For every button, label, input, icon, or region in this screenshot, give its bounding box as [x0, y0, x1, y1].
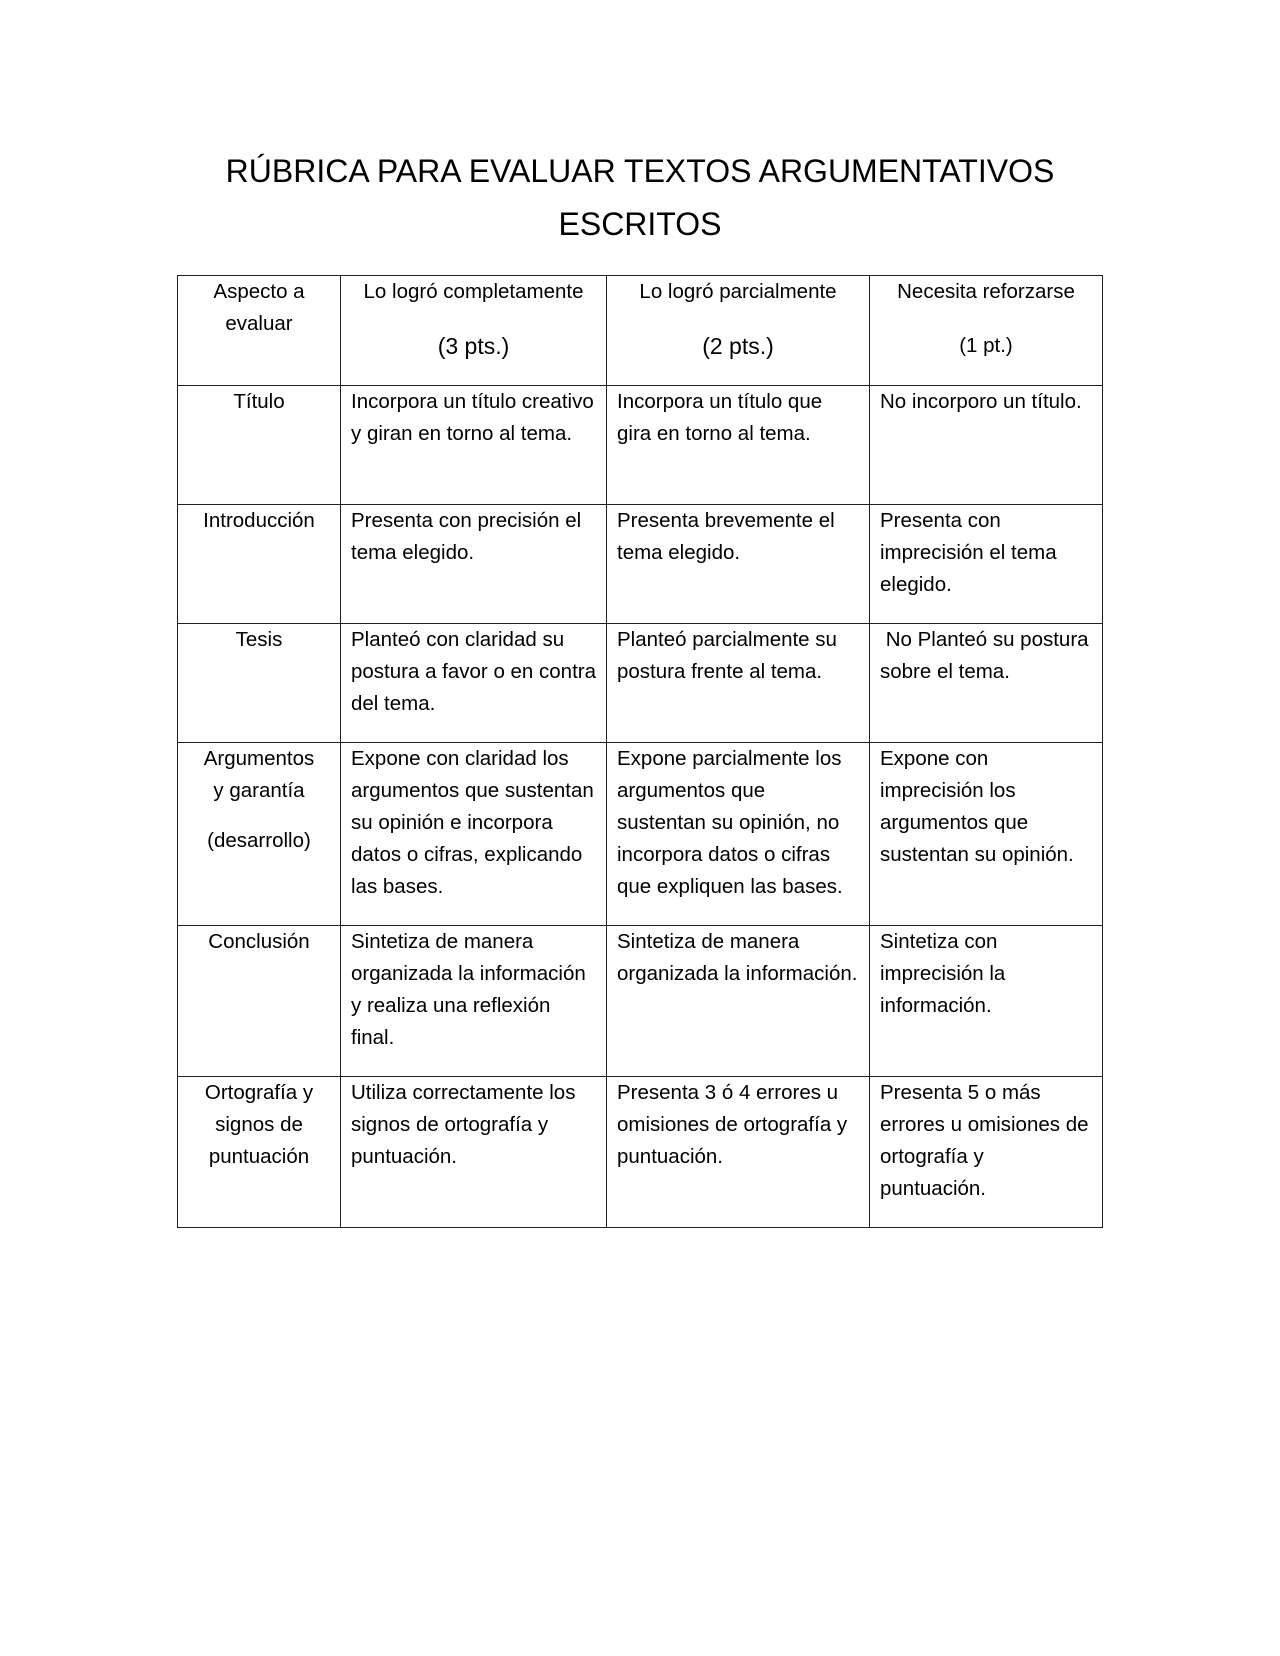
aspect-ortografia-line-3: puntuación: [208, 1145, 310, 1168]
criterion-cell-1pt: Presenta con imprecisión el tema elegido.: [870, 505, 1103, 624]
table-row-conclusion: [178, 926, 1103, 1077]
header-col-2pts-label: Lo logró parcialmente: [639, 280, 837, 303]
criterion-cell-2pts: Incorpora un título que gira en torno al tema.: [607, 386, 870, 505]
header-col-1pt-label: Necesita reforzarse: [897, 280, 1075, 303]
table-row-tesis: [178, 624, 1103, 743]
aspect-argumentos-line-3: (desarrollo): [207, 829, 311, 852]
page-title-line-2: ESCRITOS: [558, 206, 722, 242]
criterion-cell-1pt: Expone con imprecisión los argumentos que sustentan su opinión.: [870, 743, 1103, 926]
header-col-2pts-points: (2 pts.): [702, 333, 774, 359]
criterion-cell-3pts: Incorpora un título creativo y giran en torno al tema.: [341, 386, 607, 505]
table-row-introduccion: [178, 505, 1103, 624]
criterion-cell-3pts: Presenta con precisión el tema elegido.: [341, 505, 607, 624]
header-col-1pt-points: (1 pt.): [959, 334, 1013, 357]
criterion-cell-3pts: Sintetiza de manera organizada la información y realiza una reflexión final.: [341, 926, 607, 1077]
criterion-cell-1pt: Sintetiza con imprecisión la información.: [870, 926, 1103, 1077]
header-col-2pts: [607, 276, 870, 386]
table-row-titulo: [178, 386, 1103, 505]
aspect-argumentos-line-1: Argumentos: [203, 747, 315, 770]
criterion-cell-2pts: Presenta 3 ó 4 errores u omisiones de ortografía y puntuación.: [607, 1077, 870, 1228]
aspect-ortografia-line-1: Ortografía y: [204, 1081, 314, 1104]
page-title-line-1: RÚBRICA PARA EVALUAR TEXTOS ARGUMENTATIVOS: [225, 153, 1055, 189]
criterion-cell-1pt: Presenta 5 o más errores u omisiones de ortografía y puntuación.: [870, 1077, 1103, 1228]
table-header-row: [178, 276, 1103, 386]
header-aspect-line-1: Aspecto a: [213, 280, 305, 303]
aspect-cell-titulo: Título: [178, 386, 341, 505]
aspect-cell-introduccion: Introducción: [178, 505, 341, 624]
criterion-cell-3pts: Planteó con claridad su postura a favor o en contra del tema.: [341, 624, 607, 743]
criterion-cell-1pt: No Planteó su postura sobre el tema.: [870, 624, 1103, 743]
header-col-1pt: [870, 276, 1103, 386]
aspect-cell-tesis: Tesis: [178, 624, 341, 743]
header-aspect-line-2: evaluar: [225, 312, 293, 335]
criterion-cell-1pt: No incorporo un título.: [870, 386, 1103, 505]
criterion-cell-2pts: Sintetiza de manera organizada la información.: [607, 926, 870, 1077]
criterion-cell-2pts: Presenta brevemente el tema elegido.: [607, 505, 870, 624]
header-col-3pts-label: Lo logró completamente: [363, 280, 584, 303]
table-row-ortografia: [178, 1077, 1103, 1228]
aspect-argumentos-line-2: y garantía: [213, 779, 305, 802]
table-row-argumentos: [178, 743, 1103, 926]
aspect-cell-argumentos: [178, 743, 341, 926]
rubric-table: [177, 275, 1103, 1228]
aspect-cell-ortografia: [178, 1077, 341, 1228]
page-title: [0, 145, 1280, 251]
header-col-3pts: [341, 276, 607, 386]
header-aspect-cell: [178, 276, 341, 386]
aspect-ortografia-line-2: signos de: [215, 1113, 303, 1136]
aspect-cell-conclusion: Conclusión: [178, 926, 341, 1077]
criterion-cell-2pts: Planteó parcialmente su postura frente al tema.: [607, 624, 870, 743]
criterion-cell-3pts: Expone con claridad los argumentos que sustentan su opinión e incorpora datos o cifras, explicando las bases.: [341, 743, 607, 926]
criterion-cell-2pts: Expone parcialmente los argumentos que sustentan su opinión, no incorpora datos o cifras que expliquen las bases.: [607, 743, 870, 926]
header-col-3pts-points: (3 pts.): [437, 333, 510, 359]
criterion-cell-3pts: Utiliza correctamente los signos de ortografía y puntuación.: [341, 1077, 607, 1228]
